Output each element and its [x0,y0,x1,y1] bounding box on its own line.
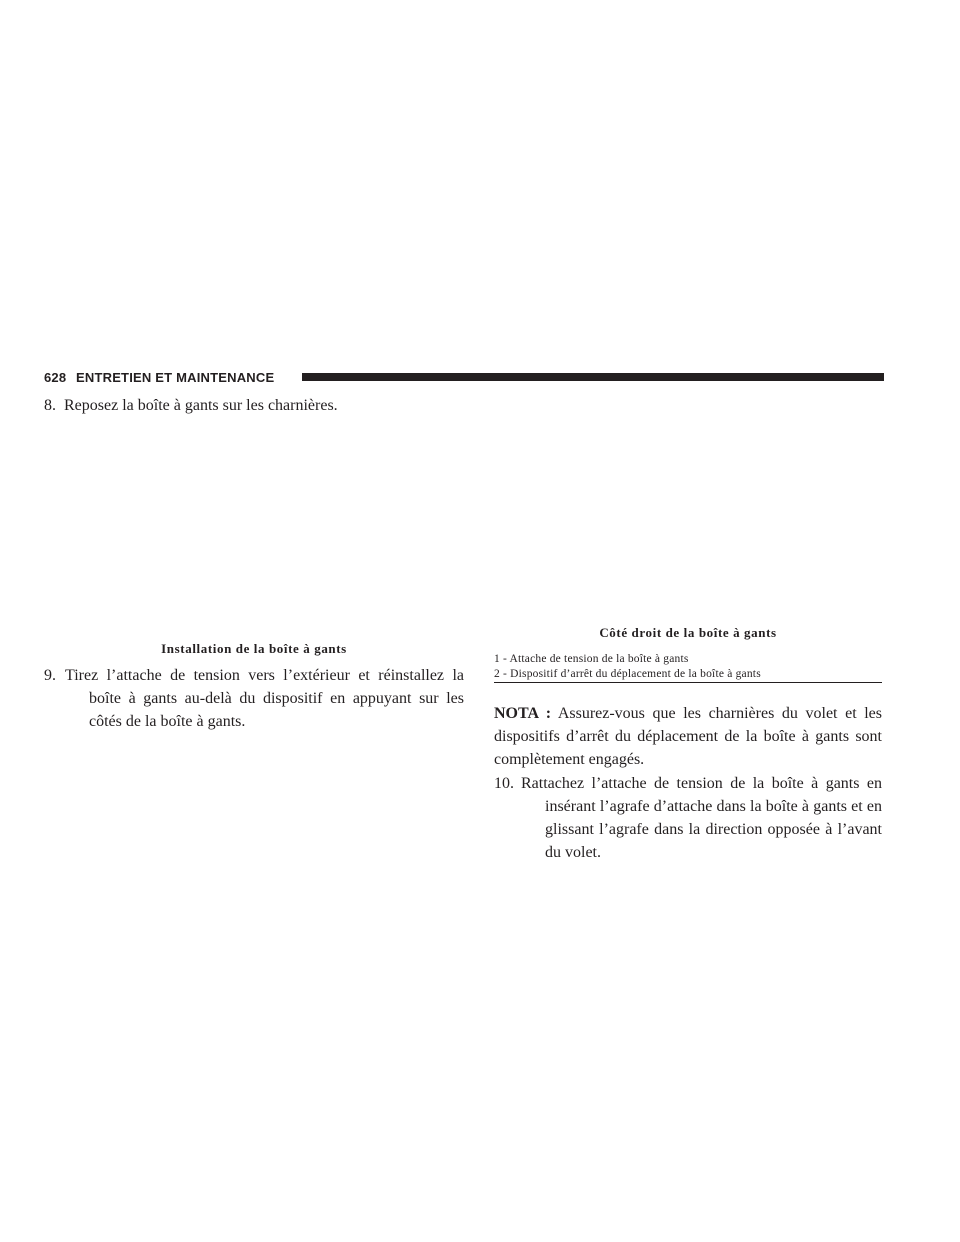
note-text: Assurez-vous que les charnières du volet et les dispositifs d’arrêt du déplacement de la boîte à gants sont complètement engagés. [494,705,883,768]
step-number: 9. [44,667,56,684]
legend-divider [494,682,882,683]
header-rule [302,373,884,381]
step-8 [44,394,484,417]
note-paragraph [494,702,882,771]
page-number: 628 [44,370,67,385]
section-title: ENTRETIEN ET MAINTENANCE [76,370,275,385]
figure-legend [494,652,882,682]
note-label: NOTA : [494,705,552,722]
step-number: 10. [494,775,514,792]
step-text: Tirez l’attache de tension vers l’extérieur et réinstallez la boîte à gants au-delà du dispositif en appuyant sur les côtés de la boîte à gants. [65,667,464,730]
figure-caption-left: Installation de la boîte à gants [161,641,347,656]
step-10 [494,772,882,864]
legend-item: 2 - Dispositif d’arrêt du déplacement de la boîte à gants [494,668,761,680]
step-text: Reposez la boîte à gants sur les charnières. [64,397,338,414]
figure-caption-right: Côté droit de la boîte à gants [599,625,777,640]
step-text: Rattachez l’attache de tension de la boîte à gants en insérant l’agrafe d’attache dans la boîte à gants et en glissant l’agrafe dans la direction opposée à l’avant du volet. [521,775,882,861]
legend-item: 1 - Attache de tension de la boîte à gants [494,653,689,665]
step-9 [44,664,464,733]
step-number: 8. [44,397,56,414]
page-header [44,368,884,388]
